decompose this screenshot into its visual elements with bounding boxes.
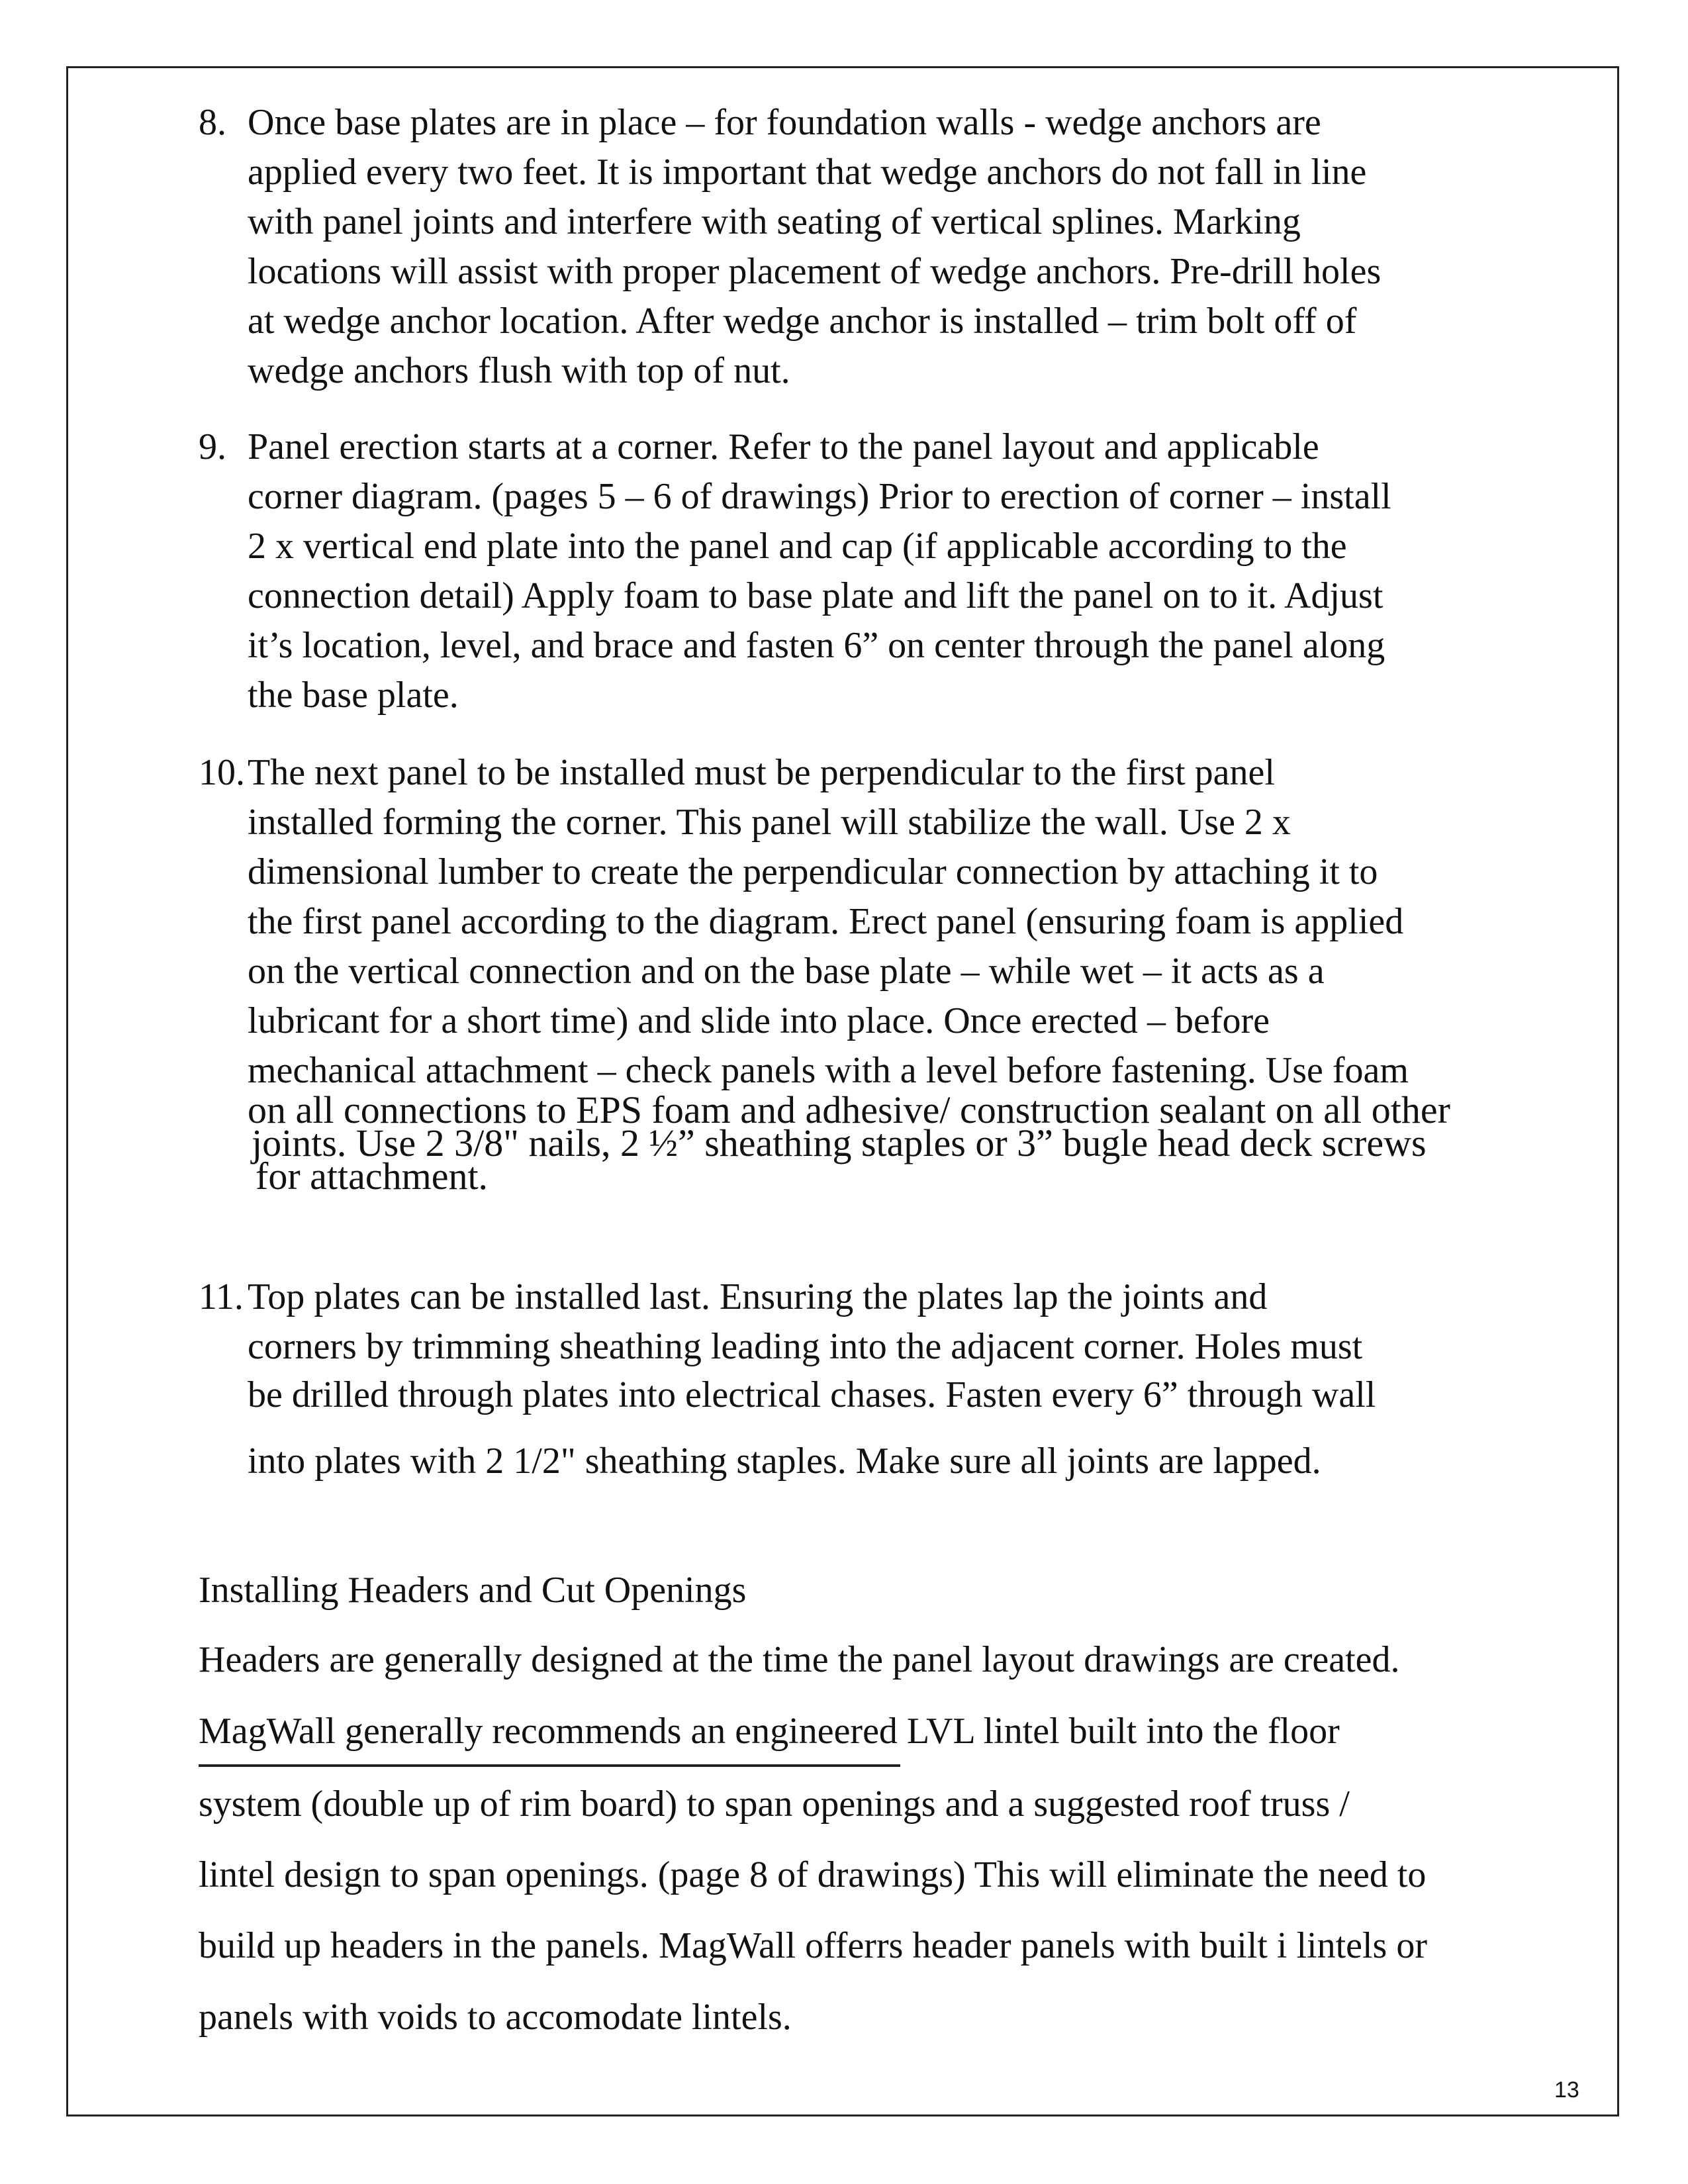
item-line: applied every two feet. It is important that wedge anchors do not fall in line: [248, 152, 1367, 193]
item-number: 10.: [199, 752, 245, 793]
item-line: at wedge anchor location. After wedge anchor is installed – trim bolt off of: [248, 301, 1357, 342]
item-line: Panel erection starts at a corner. Refer to the panel layout and applicable: [248, 426, 1319, 467]
page-number: 13: [1554, 2077, 1579, 2103]
item-line: joints. Use 2 3/8" nails, 2 ½” sheathing staples or 3” bugle head deck screws: [252, 1121, 1427, 1164]
item-line: 2 x vertical end plate into the panel and cap (if applicable according to the: [248, 526, 1347, 567]
item-line: Once base plates are in place – for foundation walls - wedge anchors are: [248, 102, 1321, 143]
section-line: lintel design to span openings. (page 8 of drawings) This will eliminate the need to: [199, 1854, 1427, 1895]
item-line: corners by trimming sheathing leading into the adjacent corner. Holes must: [248, 1326, 1363, 1367]
list-item-10: [199, 748, 1622, 1211]
section-line: Headers are generally designed at the time the panel layout drawings are created.: [199, 1639, 1400, 1680]
section-line: build up headers in the panels. MagWall offerrs header panels with built i lintels or: [199, 1925, 1427, 1966]
item-number: 9.: [199, 426, 226, 467]
item-line: into plates with 2 1/2" sheathing staples. Make sure all joints are lapped.: [248, 1441, 1321, 1482]
item-line: dimensional lumber to create the perpendicular connection by attaching it to: [248, 851, 1378, 892]
item-line: with panel joints and interfere with seating of vertical splines. Marking: [248, 201, 1301, 242]
item-line: be drilled through plates into electrical chases. Fasten every 6” through wall: [248, 1374, 1376, 1415]
item-line: on all connections to EPS foam and adhesive/ construction sealant on all other: [248, 1088, 1450, 1131]
item-line: wedge anchors flush with top of nut.: [248, 350, 790, 391]
item-line: for attachment.: [256, 1155, 489, 1198]
item-line: connection detail) Apply foam to base plate and lift the panel on to it. Adjust: [248, 575, 1383, 616]
section-line: system (double up of rim board) to span openings and a suggested roof truss /: [199, 1783, 1350, 1825]
item-line: it’s location, level, and brace and fasten 6” on center through the panel along: [248, 625, 1385, 666]
item-line: mechanical attachment – check panels with a level before fastening. Use foam: [248, 1050, 1409, 1091]
item-line: locations will assist with proper placement of wedge anchors. Pre-drill holes: [248, 251, 1382, 292]
item-line: installed forming the corner. This panel will stabilize the wall. Use 2 x: [248, 802, 1291, 843]
section-line: panels with voids to accomodate lintels.: [199, 1997, 792, 2038]
item-line: The next panel to be installed must be perpendicular to the first panel: [248, 752, 1275, 793]
item-line: the base plate.: [248, 675, 459, 716]
list-item-8: [199, 98, 1622, 396]
item-line: on the vertical connection and on the base plate – while wet – it acts as a: [248, 951, 1325, 992]
section-line: MagWall generally recommends an engineered LVL lintel built into the floor: [199, 1711, 1340, 1752]
underline-rule: [199, 1764, 900, 1767]
item-number: 8.: [199, 102, 226, 143]
item-line: the first panel according to the diagram. Erect panel (ensuring foam is applied: [248, 901, 1404, 942]
item-line: Top plates can be installed last. Ensuring the plates lap the joints and: [248, 1276, 1268, 1317]
item-line: corner diagram. (pages 5 – 6 of drawings) Prior to erection of corner – install: [248, 476, 1391, 517]
section-heading: Installing Headers and Cut Openings: [199, 1570, 747, 1611]
item-line: lubricant for a short time) and slide into place. Once erected – before: [248, 1000, 1270, 1041]
list-item-9: [199, 422, 1622, 720]
list-item-11: [199, 1272, 1622, 1491]
item-number: 11.: [199, 1276, 244, 1317]
